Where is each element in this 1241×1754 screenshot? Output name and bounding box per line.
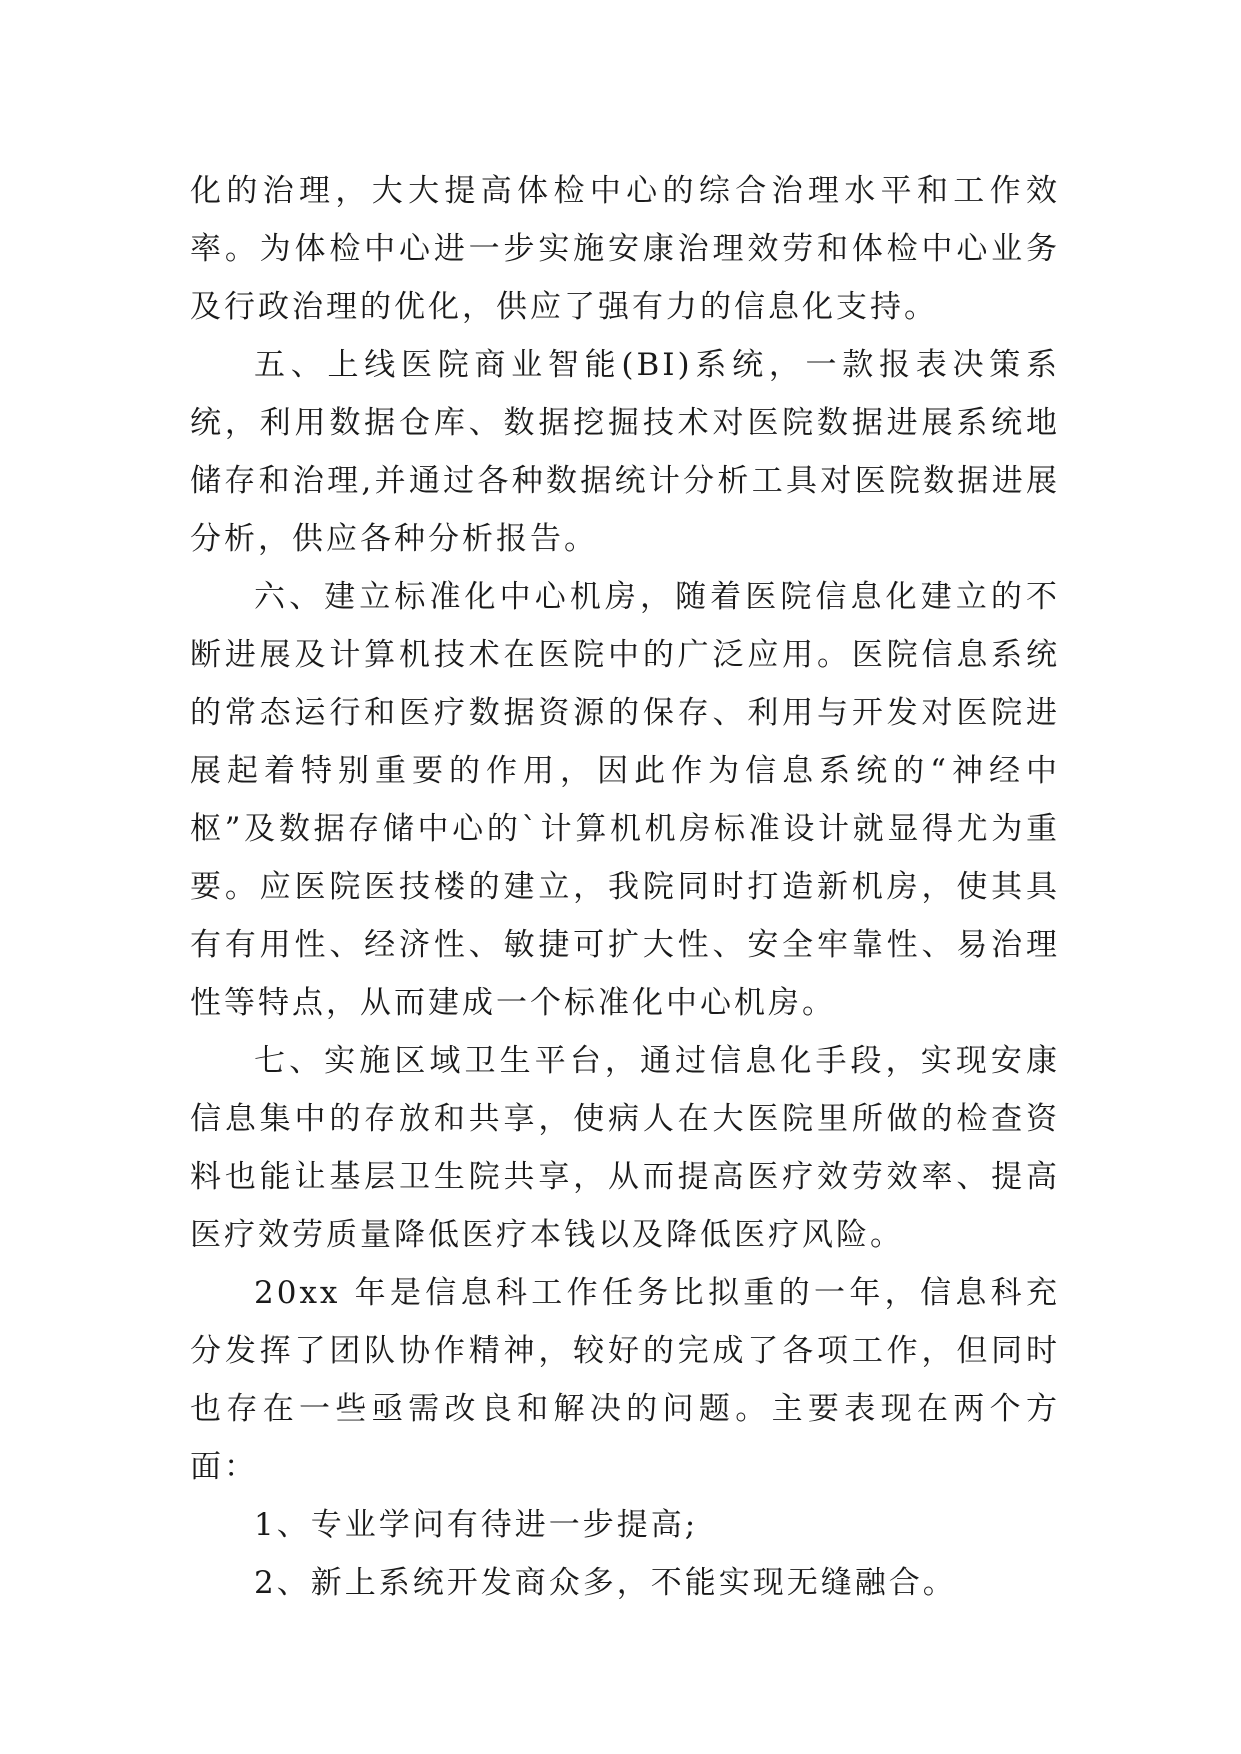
paragraph-summary: 20xx 年是信息科工作任务比拟重的一年，信息科充分发挥了团队协作精神，较好的完成了各项工作，但同时也存在一些亟需改良和解决的问题。主要表现在两个方面： <box>190 1275 1060 1485</box>
paragraph-continuation: 化的治理，大大提高体检中心的综合治理水平和工作效率。为体检中心进一步实施安康治理效劳和体检中心业务及行政治理的优化，供应了强有力的信息化支持。 <box>190 173 1060 325</box>
paragraph-issue-one: 1、专业学问有待进一步提高; <box>254 1507 699 1543</box>
document-body <box>190 162 1060 1612</box>
paragraph-item-five: 五、上线医院商业智能(BI)系统，一款报表决策系统，利用数据仓库、数据挖掘技术对医院数据进展系统地储存和治理,并通过各种数据统计分析工具对医院数据进展分析，供应各种分析报告。 <box>190 347 1060 557</box>
paragraph-item-seven: 七、实施区域卫生平台，通过信息化手段，实现安康信息集中的存放和共享，使病人在大医院里所做的检查资料也能让基层卫生院共享，从而提高医疗效劳效率、提高医疗效劳质量降低医疗本钱以及降低医疗风险。 <box>190 1043 1060 1253</box>
paragraph-item-six: 六、建立标准化中心机房，随着医院信息化建立的不断进展及计算机技术在医院中的广泛应用。医院信息系统的常态运行和医疗数据资源的保存、利用与开发对医院进展起着特别重要的作用，因此作为信息系统的“神经中枢”及数据存储中心的`计算机机房标准设计就显得尤为重要。应医院医技楼的建立，我院同时打造新机房，使其具有有用性、经济性、敏捷可扩大性、安全牢靠性、易治理性等特点，从而建成一个标准化中心机房。 <box>190 579 1060 1021</box>
paragraph-issue-two: 2、新上系统开发商众多，不能实现无缝融合。 <box>254 1565 957 1601</box>
